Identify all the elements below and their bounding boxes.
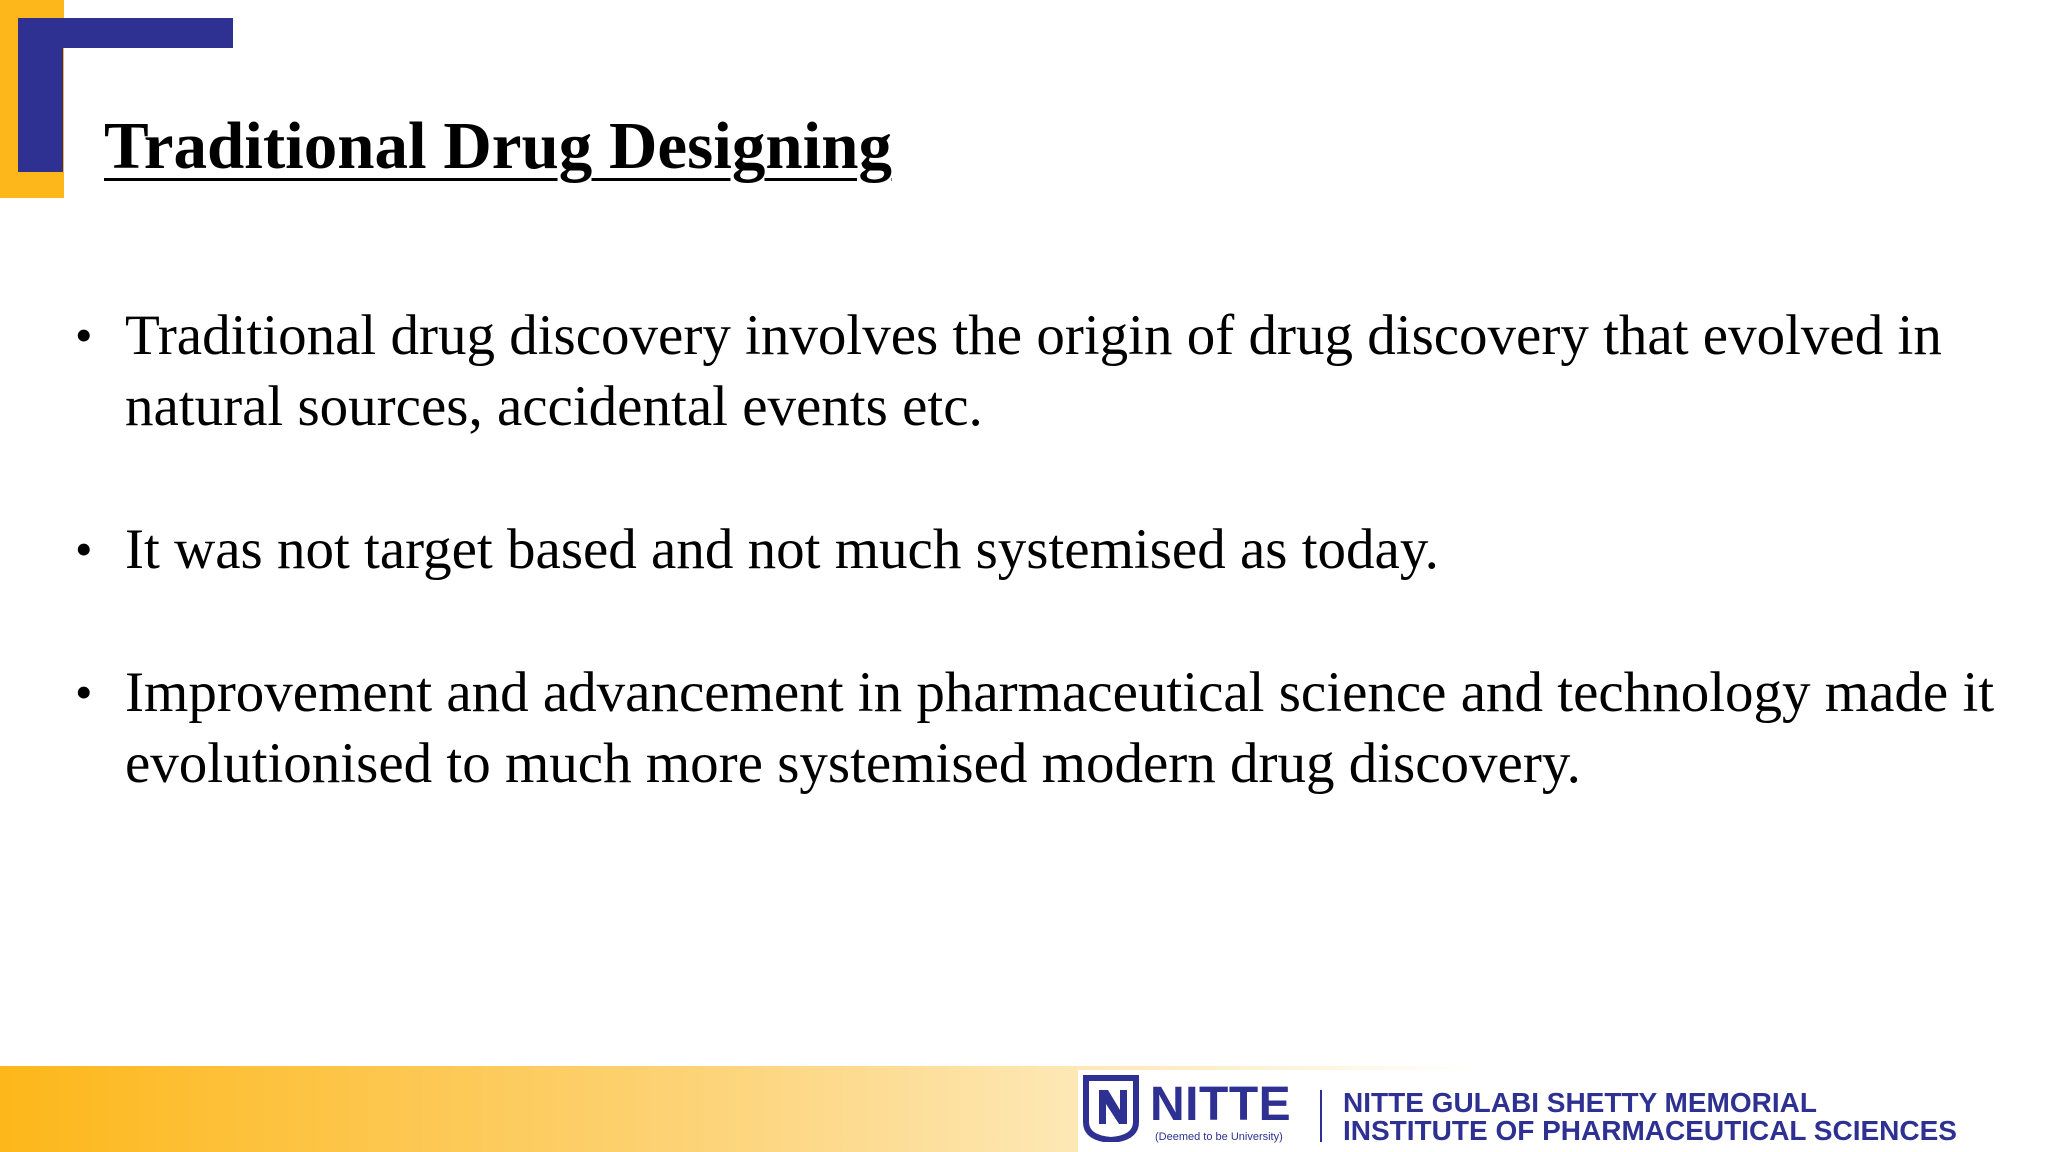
bullet-marker: • [75,664,93,720]
institute-name-line-2: INSTITUTE OF PHARMACEUTICAL SCIENCES [1343,1115,1957,1146]
bullet-item [72,657,2012,799]
slide-title: Traditional Drug Designing [104,109,892,183]
bullet-text: Improvement and advancement in pharmaceutical science and technology made it evolutionised to much more systemised modern drug discovery. [125,661,1995,795]
logo-divider [1320,1090,1322,1142]
nitte-n-logo-icon [1082,1074,1140,1142]
institute-name-line-1: NITTE GULABI SHETTY MEMORIAL [1343,1087,1817,1118]
bullet-text: It was not target based and not much systemised as today. [125,518,1439,581]
corner-accent-blue-horizontal [18,18,233,48]
brand-subtitle: (Deemed to be University) [1155,1131,1283,1143]
bullet-item [72,514,2012,585]
bullet-text: Traditional drug discovery involves the origin of drug discovery that evolved in natural sources, accidental events etc. [125,304,1942,438]
bullet-marker: • [75,307,93,363]
bullet-marker: • [75,521,93,577]
bullet-item [72,300,2012,442]
brand-name: NITTE [1150,1078,1292,1131]
bullet-list [72,300,2012,871]
